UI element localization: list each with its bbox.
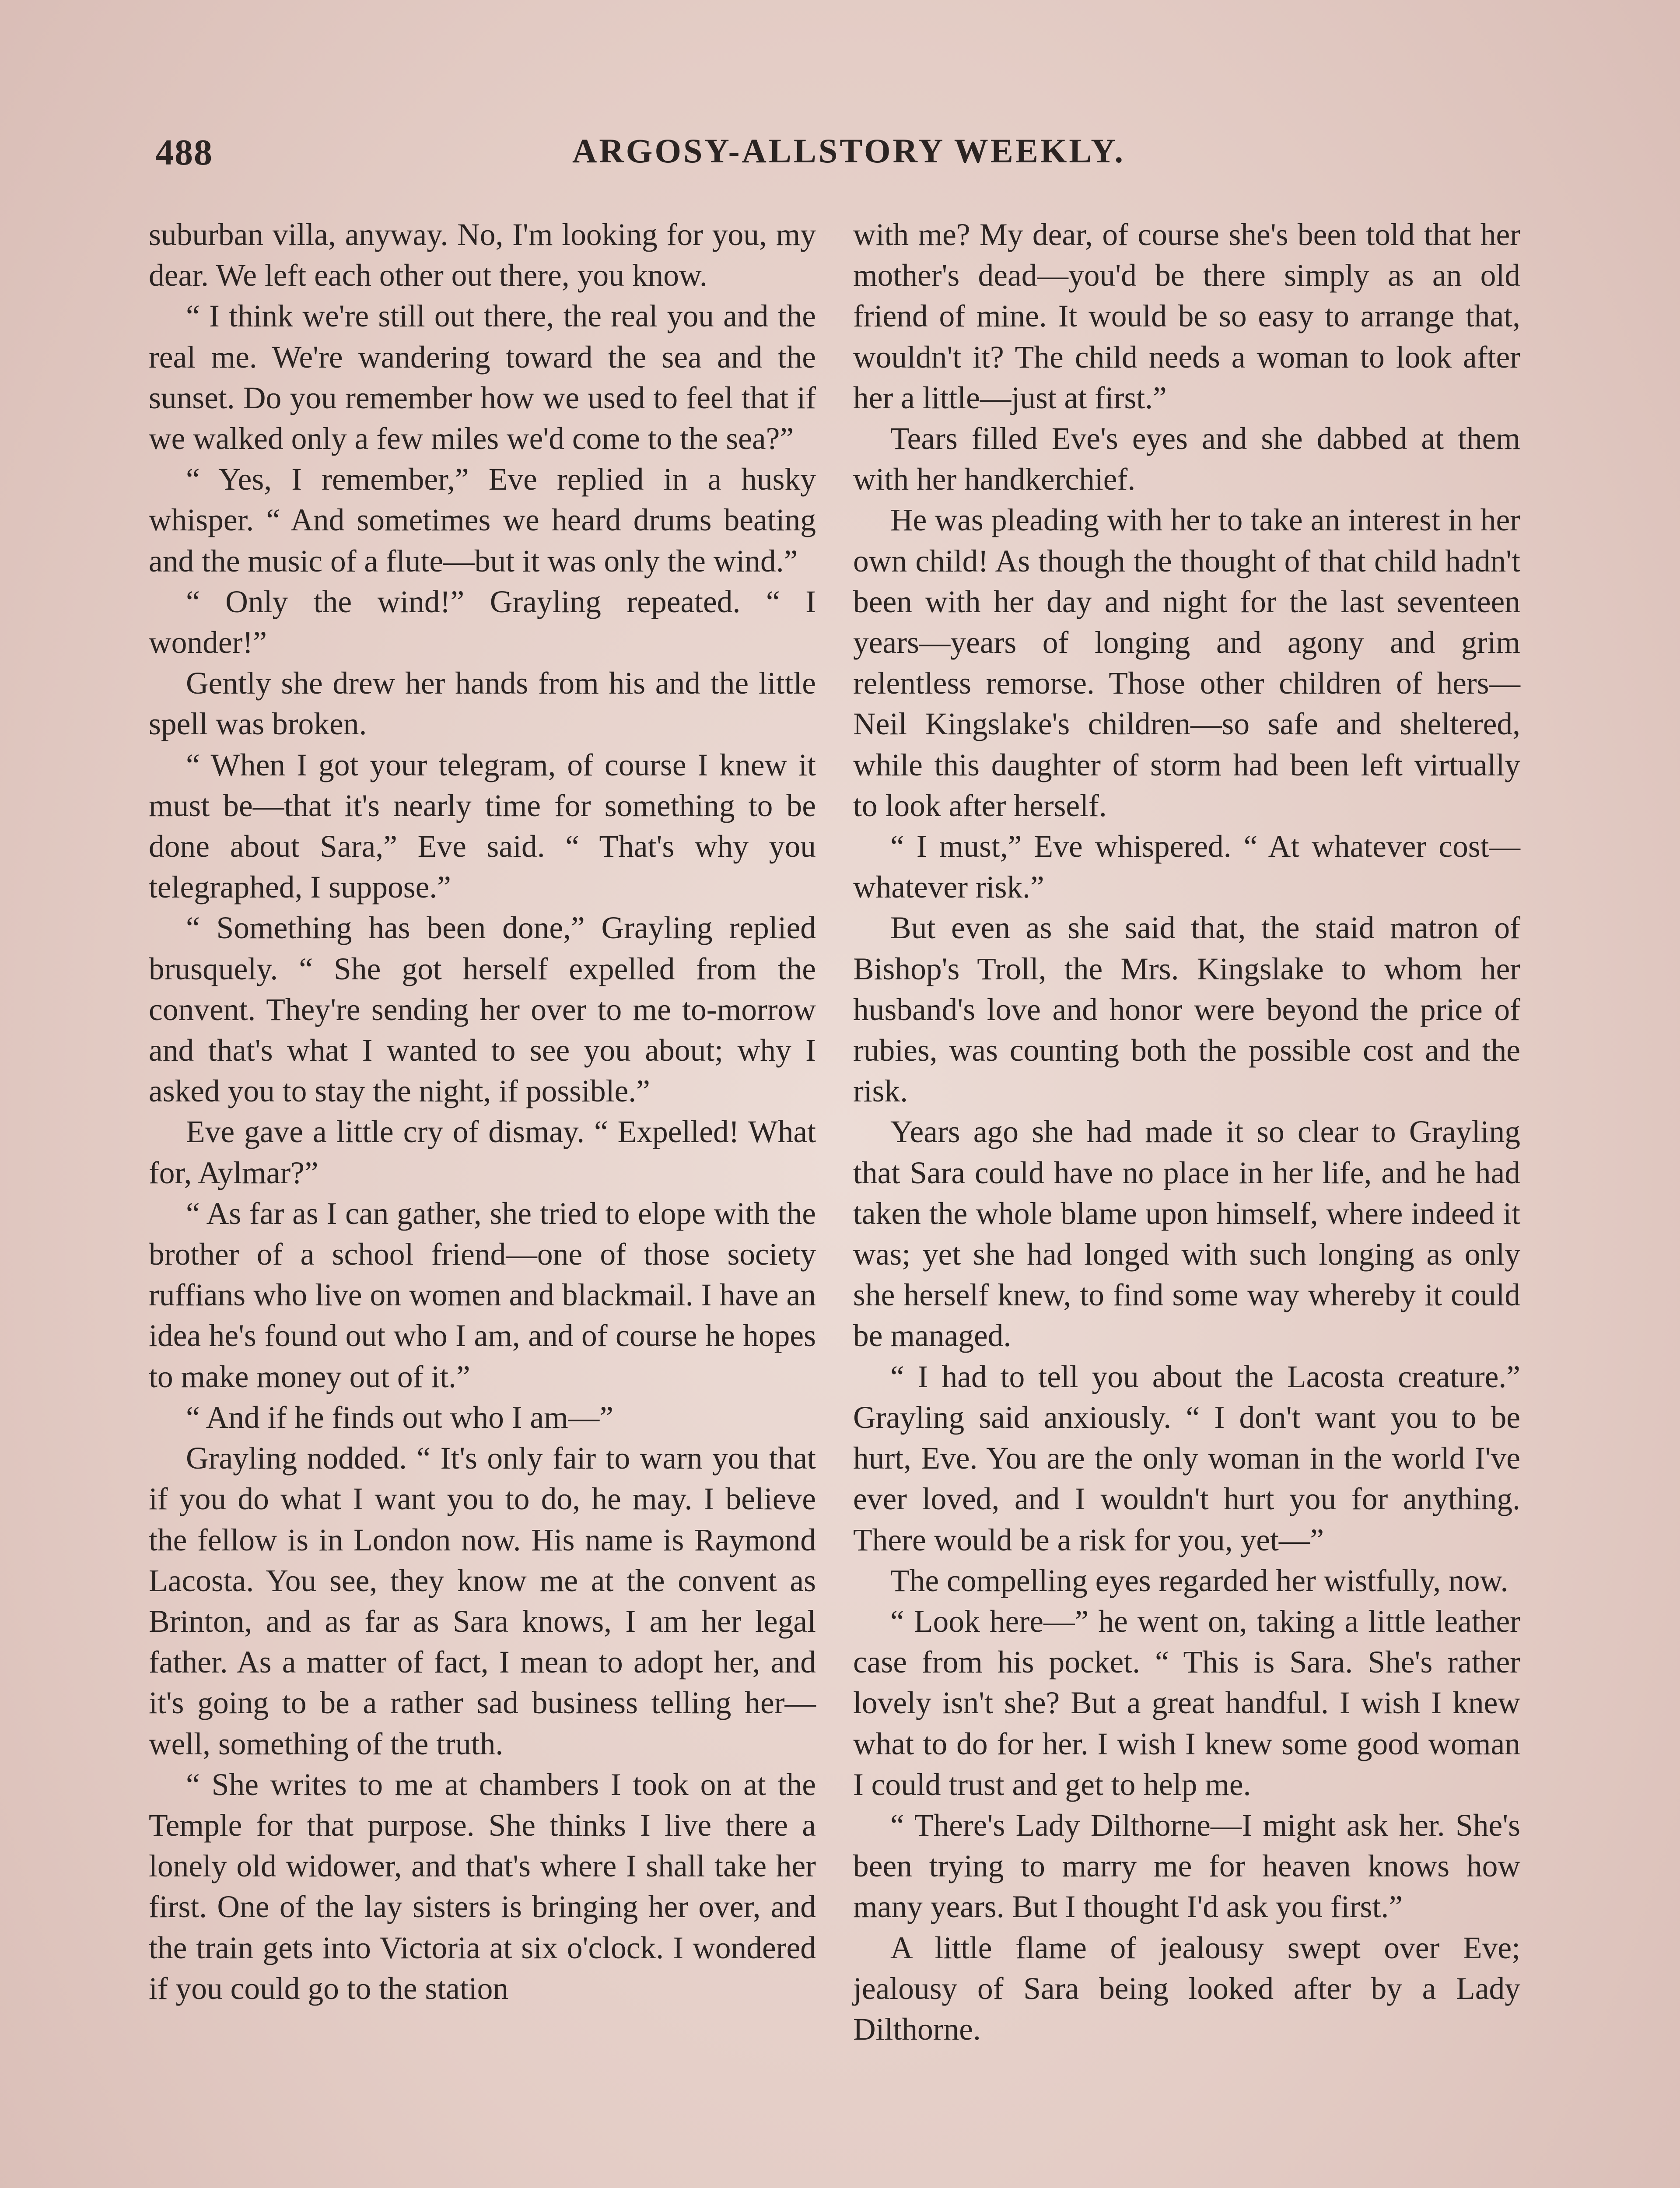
paragraph: Gently she drew her hands from his and the little spell was broken. — [149, 666, 816, 742]
paragraph: “ There's Lady Dilthorne—I might ask her. She's been trying to marry me for heaven knows how many years. But I thought I'd ask you first.” — [853, 1808, 1520, 1925]
paragraph: “ She writes to me at chambers I took on at the Temple for that purpose. She thinks I live there a lonely old widower, and that's where I shall take her first. One of the lay sisters is bringing her over, and the train gets into Victoria at six o'clock. I wondered if you could go to the station — [149, 1767, 816, 2006]
paragraph: Eve gave a little cry of dismay. “ Expelled! What for, Aylmar?” — [149, 1115, 816, 1190]
paragraph: “ I had to tell you about the Lacosta creature.” Grayling said anxiously. “ I don't want you to be hurt, Eve. You are the only woman in the world I've ever loved, and I wouldn't hurt you for anything. There would be a risk for you, yet—” — [853, 1359, 1520, 1557]
paragraph: “ I think we're still out there, the real you and the real me. We're wandering toward the sea and the sunset. Do you remember how we used to feel that if we walked only a few miles we'd come to the sea?” — [149, 299, 816, 456]
paragraph: Years ago she had made it so clear to Grayling that Sara could have no place in her life, and he had taken the whole blame upon himself, where indeed it was; yet she had longed with such longing as only she herself knew, to find some way whereby it could be managed. — [853, 1115, 1520, 1353]
running-head: ARGOSY-ALLSTORY WEEKLY. — [572, 132, 1125, 170]
left-column — [149, 214, 816, 2009]
paragraph: “ Only the wind!” Grayling repeated. “ I wonder!” — [149, 584, 816, 660]
paragraph: But even as she said that, the staid matron of Bishop's Troll, the Mrs. Kingslake to whom her husband's love and honor were beyond the price of rubies, was counting both the possible cost and the risk. — [853, 911, 1520, 1109]
paragraph: Tears filled Eve's eyes and she dabbed at them with her handkerchief. — [853, 421, 1520, 497]
paragraph: “ Look here—” he went on, taking a little leather case from his pocket. “ This is Sara. She's rather lovely isn't she? But a great handful. I wish I knew what to do for her. I wish I knew some good woman I could trust and get to help me. — [853, 1604, 1520, 1802]
right-column — [853, 214, 1520, 2050]
paragraph: Grayling nodded. “ It's only fair to warn you that if you do what I want you to do, he may. I believe the fellow is in London now. His name is Raymond Lacosta. You see, they know me at the convent as Brinton, and as far as Sara knows, I am her legal father. As a matter of fact, I mean to adopt her, and it's going to be a rather sad business telling her—well, something of the truth. — [149, 1441, 816, 1761]
paragraph: “ I must,” Eve whispered. “ At whatever cost—whatever risk.” — [853, 829, 1520, 905]
paragraph: “ As far as I can gather, she tried to elope with the brother of a school friend—one of those society ruffians who live on women and blackmail. I have an idea he's found out who I am, and of course he hopes to make money out of it.” — [149, 1196, 816, 1394]
paragraph: The compelling eyes regarded her wistfully, now. — [890, 1563, 1508, 1598]
paragraph: “ When I got your telegram, of course I knew it must be—that it's nearly time for something to be done about Sara,” Eve said. “ That's why you telegraphed, I suppose.” — [149, 747, 816, 905]
paragraph: suburban villa, anyway. No, I'm looking for you, my dear. We left each other out there, you know. — [149, 217, 816, 293]
paragraph: “ Something has been done,” Grayling replied brusquely. “ She got herself expelled from the convent. They're sending her over to me to-morrow and that's what I wanted to see you about; why I asked you to stay the night, if possible.” — [149, 911, 816, 1109]
paragraph: “ And if he finds out who I am—” — [186, 1400, 613, 1435]
page-number: 488 — [155, 132, 213, 173]
paragraph: A little flame of jealousy swept over Eve; jealousy of Sara being looked after by a Lady Dilthorne. — [853, 1930, 1520, 2047]
paragraph: with me? My dear, of course she's been told that her mother's dead—you'd be there simply as an old friend of mine. It would be so easy to arrange that, wouldn't it? The child needs a woman to look after her a little—just at first.” — [853, 217, 1520, 415]
paragraph: “ Yes, I remember,” Eve replied in a husky whisper. “ And sometimes we heard drums beating and the music of a flute—but it was only the wind.” — [149, 462, 816, 579]
paragraph: He was pleading with her to take an interest in her own child! As though the thought of that child hadn't been with her day and night for the last seventeen years—years of longing and agony and grim relentless remorse. Those other children of hers—Neil Kingslake's children—so safe and sheltered, while this daughter of storm had been left virtually to look after herself. — [853, 503, 1520, 823]
